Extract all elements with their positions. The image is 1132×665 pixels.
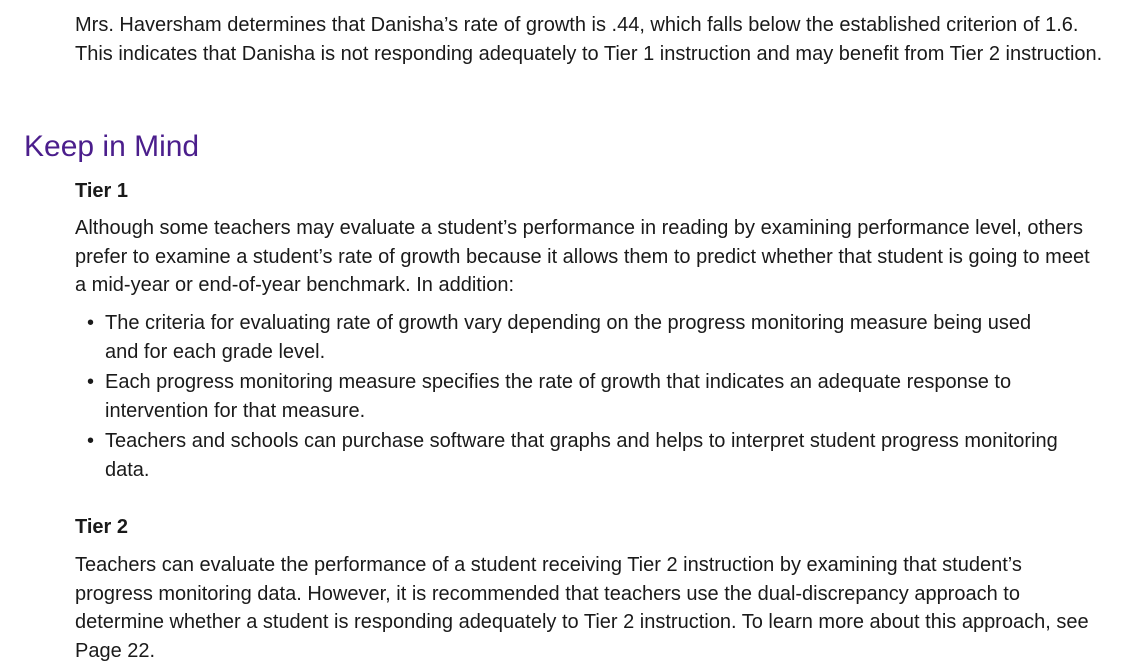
- intro-paragraph: Mrs. Haversham determines that Danisha’s rate of growth is .44, which falls below the established criterion of 1.6. This indicates that Danisha is not responding adequately to Tier 1 instruction and may benefit from Tier 2 instruction.: [75, 14, 1103, 65]
- tier1-bullet-list: [75, 309, 1065, 486]
- bullet-text: Teachers and schools can purchase software that graphs and helps to interpret student progress monitoring data.: [105, 430, 1058, 481]
- tier1-paragraph: Although some teachers may evaluate a student’s performance in reading by examining performance level, others prefer to examine a student’s rate of growth because it allows them to predict whether that student is going to meet a mid-year or end-of-year benchmark. In addition:: [75, 217, 1090, 296]
- tier2-heading: Tier 2: [75, 516, 128, 538]
- keep-in-mind-heading: Keep in Mind: [24, 130, 200, 163]
- bullet-icon: •: [87, 312, 95, 334]
- list-item: [75, 368, 1065, 425]
- bullet-icon: •: [87, 371, 95, 393]
- bullet-text: Each progress monitoring measure specifies the rate of growth that indicates an adequate response to intervention for that measure.: [105, 371, 1012, 422]
- bullet-icon: •: [87, 430, 95, 452]
- list-item: [75, 309, 1065, 366]
- tier2-paragraph: Teachers can evaluate the performance of a student receiving Tier 2 instruction by examining that student’s progress monitoring data. However, it is recommended that teachers use the dual-discrepancy approach to determine whether a student is responding adequately to Tier 2 instruction. To learn more about this approach, see Page 22.: [75, 554, 1089, 662]
- tier1-heading: Tier 1: [75, 180, 128, 202]
- bullet-text: The criteria for evaluating rate of growth vary depending on the progress monitoring measure being used and for each grade level.: [105, 312, 1032, 363]
- list-item: [75, 427, 1065, 484]
